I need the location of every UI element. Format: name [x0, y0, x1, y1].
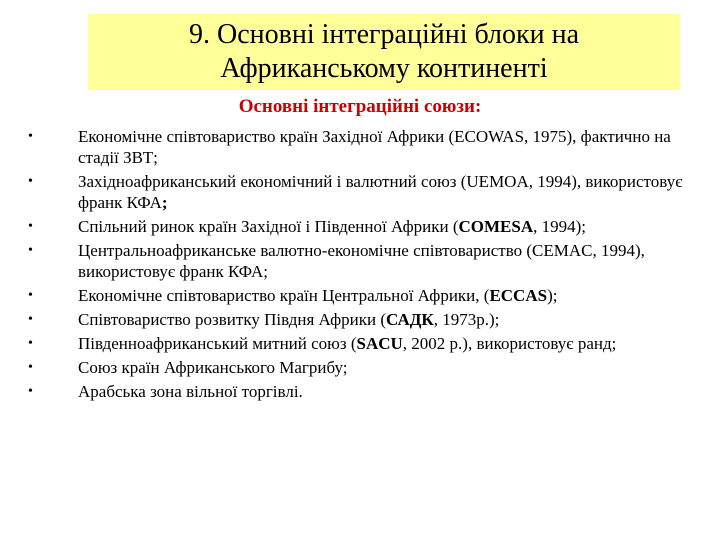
list-item-text: [78, 285, 700, 306]
slide-title-line-2: Африканському континенті: [220, 53, 548, 84]
list-item: [28, 171, 700, 213]
list-item-segment: );: [547, 286, 558, 305]
list-item: [28, 333, 700, 354]
bullet-icon: •: [28, 243, 33, 258]
list-item-segment: Спільний ринок країн Західної і Південної Африки (: [78, 217, 459, 236]
bullet-icon: •: [28, 129, 33, 144]
list-item-emphasis: COMESA: [458, 217, 534, 236]
list-item-text: [78, 333, 700, 354]
list-item-segment: Співтовариство розвитку Півдня Африки (: [78, 310, 387, 329]
list-item-segment: Західноафриканський економічний і валютний союз (UEMOA, 1994), використовує франк КФА: [78, 172, 683, 212]
list-item: [28, 240, 700, 282]
list-item-text: [78, 309, 700, 330]
list-item-segment: , 2002 р.), використовує ранд;: [402, 334, 617, 353]
list-item: [28, 216, 700, 237]
bullet-list: [28, 126, 700, 405]
section-subtitle: Основні інтеграційні союзи:: [238, 96, 482, 117]
list-item: [28, 126, 700, 168]
list-item-emphasis: САДК: [386, 310, 434, 329]
list-item-segment: Центральноафриканське валютно-економічне співтовариство (CEMAC, 1994), використовує франк КФА;: [78, 241, 645, 281]
list-item-text: [78, 126, 700, 168]
bullet-icon: •: [28, 384, 33, 399]
bullet-icon: •: [28, 360, 33, 375]
list-item: [28, 309, 700, 330]
bullet-icon: •: [28, 312, 33, 327]
list-item-emphasis: ECCAS: [489, 286, 548, 305]
list-item-text: [78, 171, 700, 213]
bullet-icon: •: [28, 288, 33, 303]
list-item-text: [78, 240, 700, 282]
list-item-emphasis: ;: [161, 193, 168, 212]
list-item: [28, 357, 700, 378]
bullet-icon: •: [28, 174, 33, 189]
list-item-text: [78, 381, 700, 402]
list-item: [28, 381, 700, 402]
list-item-segment: Арабська зона вільної торгівлі.: [78, 382, 303, 401]
list-item-text: [78, 357, 700, 378]
list-item-text: [78, 216, 700, 237]
list-item: [28, 285, 700, 306]
slide-title-line-1: 9. Основні інтеграційні блоки на: [189, 19, 579, 50]
list-item-segment: Південноафриканський митний союз (: [78, 334, 357, 353]
list-item-segment: Економічне співтовариство країн Центральної Африки, (: [78, 286, 490, 305]
title-banner: [88, 14, 680, 90]
list-item-segment: , 1973р.);: [433, 310, 500, 329]
list-item-segment: Економічне співтовариство країн Західної Африки (ECOWAS, 1975), фактично на стадії ЗВТ;: [78, 127, 671, 167]
bullet-icon: •: [28, 336, 33, 351]
list-item-segment: , 1994);: [533, 217, 586, 236]
list-item-segment: Союз країн Африканського Магрибу;: [78, 358, 348, 377]
list-item-emphasis: SACU: [356, 334, 403, 353]
bullet-icon: •: [28, 219, 33, 234]
